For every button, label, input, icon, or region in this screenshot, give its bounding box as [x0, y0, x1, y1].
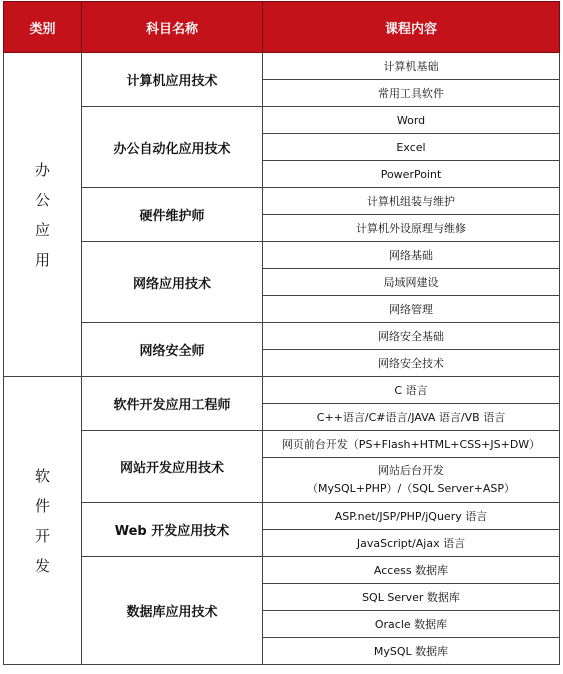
course-item-line: 网站后台开发 [378, 464, 444, 477]
table-row [4, 377, 560, 404]
subject-name: 硬件维护师 [82, 188, 263, 242]
course-item: JavaScript/Ajax 语言 [263, 530, 560, 557]
course-item: Excel [263, 134, 560, 161]
header-content: 课程内容 [263, 2, 560, 53]
table-row [4, 107, 560, 134]
table-row [4, 557, 560, 584]
header-category: 类别 [4, 2, 82, 53]
table-body [4, 53, 560, 665]
course-item [263, 458, 560, 503]
course-item: C++语言/C#语言/JAVA 语言/VB 语言 [263, 404, 560, 431]
course-item: PowerPoint [263, 161, 560, 188]
subject-name: Web 开发应用技术 [82, 503, 263, 557]
course-item: SQL Server 数据库 [263, 584, 560, 611]
course-item: 计算机基础 [263, 53, 560, 80]
table-row [4, 53, 560, 80]
header-subject: 科目名称 [82, 2, 263, 53]
category-name: 软件开发 [34, 466, 50, 575]
course-item: C 语言 [263, 377, 560, 404]
course-item: 计算机组装与维护 [263, 188, 560, 215]
course-item: 常用工具软件 [263, 80, 560, 107]
course-item: Word [263, 107, 560, 134]
category-name: 办公应用 [34, 160, 50, 269]
subject-name: 网络应用技术 [82, 242, 263, 323]
course-item: 局域网建设 [263, 269, 560, 296]
course-item: Oracle 数据库 [263, 611, 560, 638]
course-item: ASP.net/JSP/PHP/jQuery 语言 [263, 503, 560, 530]
table-row [4, 323, 560, 350]
table-row [4, 431, 560, 458]
course-item: 网络管理 [263, 296, 560, 323]
course-item: Access 数据库 [263, 557, 560, 584]
table-row [4, 188, 560, 215]
subject-name: 网络安全师 [82, 323, 263, 377]
subject-name: 计算机应用技术 [82, 53, 263, 107]
table-header-row [4, 2, 560, 53]
table-row [4, 503, 560, 530]
subject-name: 数据库应用技术 [82, 557, 263, 665]
course-item: 网络基础 [263, 242, 560, 269]
course-item: 网络安全技术 [263, 350, 560, 377]
course-table-wrapper [3, 1, 560, 665]
course-item: 网页前台开发（PS+Flash+HTML+CSS+JS+DW） [263, 431, 560, 458]
course-item: MySQL 数据库 [263, 638, 560, 665]
category-cell [4, 377, 82, 665]
course-table [3, 1, 560, 665]
course-item: 网络安全基础 [263, 323, 560, 350]
course-item: 计算机外设原理与维修 [263, 215, 560, 242]
course-item-line: （MySQL+PHP）/（SQL Server+ASP） [307, 482, 515, 495]
table-row [4, 242, 560, 269]
subject-name: 软件开发应用工程师 [82, 377, 263, 431]
subject-name: 办公自动化应用技术 [82, 107, 263, 188]
category-cell [4, 53, 82, 377]
subject-name: 网站开发应用技术 [82, 431, 263, 503]
